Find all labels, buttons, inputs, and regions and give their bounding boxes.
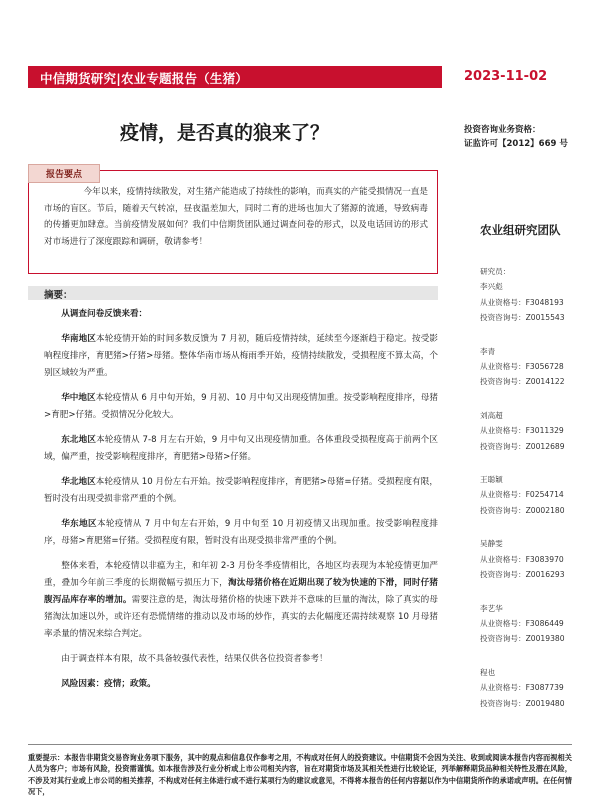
abstract-label: 摘要： (44, 290, 73, 301)
license-info (464, 123, 568, 151)
researcher-cert: 从业资格号：F3087739 (480, 683, 564, 693)
risk-factors: 风险因素：疫情；政策。 (61, 679, 156, 689)
researcher-name: 王聪颖 (480, 475, 503, 485)
researcher-cert: 从业资格号：F0254714 (480, 490, 564, 500)
survey-heading: 从调查问卷反馈来看： (61, 309, 148, 319)
researcher-entry (480, 536, 592, 582)
region-south: 华南地区本轮疫情开始的时间多数反馈为 7 月初，随后疫情持续，延续至今逐渐趋于稳定。按受影响程度排序，育肥猪>仔猪>母猪。整体华南市场从梅雨季开始，疫情持续散发，受损程度不算太高，个别区域较为严重。 (44, 334, 438, 378)
researcher-entry (480, 665, 592, 711)
researcher-name: 吴静雯 (480, 539, 503, 549)
summary-tag: 报告要点 (28, 164, 100, 183)
researcher-name: 刘高超 (480, 410, 503, 420)
researcher-name: 李兴彪 (480, 282, 503, 292)
abstract-body (44, 306, 438, 701)
researcher-entry (480, 344, 592, 390)
footer-divider (28, 744, 572, 745)
report-title: 疫情，是否真的狼来了？ (120, 122, 330, 144)
researcher-cert: 从业资格号：F3086449 (480, 618, 564, 628)
abstract-band (28, 286, 438, 300)
researcher-consult: 投资咨询号：Z0019480 (480, 698, 565, 708)
region-north: 华北地区本轮疫情从 10 月份左右开始。按受影响程度排序，育肥猪>母猪=仔猪。受损程度有限，暂时没有出现受损非常严重的个例。 (44, 477, 438, 504)
overall-analysis: 整体来看，本轮疫情以非瘟为主，和年初 2-3 月份冬季疫情相比，各地区均表现为本轮疫情更加严重，叠加今年前三季度的长期微幅亏损压力下，淘汰母猪价格在近期出现了较为快速的下滑，同时仔猪腹泻品库存率的增加。需要注意的是，淘汰母猪价格的快速下跌并不意味的巨量的淘汰，除了真实的母猪淘汰加速以外，或许还有恐慌情绪的推动以及市场的炒作，真实的去化幅度还需持续观察 10 月母猪率杀量的情况来综合判定。 (44, 561, 438, 639)
researcher-entry (480, 601, 592, 647)
team-title: 农业组研究团队 (480, 223, 561, 237)
report-date: 2023-11-02 (464, 69, 548, 84)
researchers-label: 研究员： (480, 267, 511, 276)
researcher-cert: 从业资格号：F3056728 (480, 362, 564, 372)
researcher-consult: 投资咨询号：Z0002180 (480, 505, 565, 515)
researcher-entry (480, 279, 592, 325)
researcher-consult: 投资咨询号：Z0016293 (480, 570, 565, 580)
region-central: 华中地区本轮疫情从 6 月中旬开始，9 月初、10 月中旬又出现疫情加重。按受影响程度排序，母猪>育肥>仔猪。受损情况分化较大。 (44, 393, 438, 420)
researcher-consult: 投资咨询号：Z0012689 (480, 441, 565, 451)
disclaimer: 重要提示：本报告非期货交易咨询业务项下服务，其中的观点和信息仅作参考之用，不构成对任何人的投资建议。中信期货不会因为关注、收到或阅读本报告内容而视相关人员为客户；市场有风险，投资需谨慎。如本报告涉及行业分析或上市公司相关内容，旨在对期货市场及其相关性进行比较论证，列举解释期货品种相关特性及潜在风险，不涉及对其行业或上市公司的相关推荐，不构成对任何主体进行或不进行某项行为的建议或意见，不得将本报告的任何内容据以作为中信期货所作的承诺或声明。在任何情况下， (28, 753, 572, 797)
closing-note: 由于调查样本有限，故不具备较强代表性，结果仅供各位投资者参考！ (61, 654, 328, 664)
researcher-consult: 投资咨询号：Z0014122 (480, 377, 565, 387)
report-series-title: 中信期货研究|农业专题报告（生猪） (40, 71, 248, 86)
researcher-name: 李艺华 (480, 603, 503, 613)
researcher-cert: 从业资格号：F3048193 (480, 297, 564, 307)
researcher-name: 李青 (480, 346, 496, 356)
region-northeast: 东北地区本轮疫情从 7-8 月左右开始，9 月中旬又出现疫情加重。各体重段受损程度高于前两个区域，偏严重，按受影响程度排序，育肥猪>母猪>仔猪。 (44, 435, 438, 462)
summary-text: 今年以来，疫情持续散发，对生猪产能造成了持续性的影响，而真实的产能受损情况一直是市场的盲区。节后，随着天气转凉，昼夜温差加大，同时二育的进场也加大了猪源的流通，导致病毒的传播更加肆意。当前疫情发展如何？我们中信期货团队通过调查问卷的形式，以及电话回访的形式对市场进行了深度跟踪和调研，敬请参考！ (44, 187, 428, 247)
researcher-cert: 从业资格号：F3083970 (480, 554, 564, 564)
region-east: 华东地区本轮疫情从 7 月中旬左右开始，9 月中旬至 10 月初疫情又出现加重。按受影响程度排序，母猪>育肥猪=仔猪。受损程度有限，暂时没有出现受损非常严重的个例。 (44, 519, 438, 546)
researcher-cert: 从业资格号：F3011329 (480, 426, 564, 436)
license-line-2: 证监许可【2012】669 号 (464, 139, 568, 149)
researcher-consult: 投资咨询号：Z0015543 (480, 313, 565, 323)
researcher-entry (480, 472, 592, 518)
researcher-list (480, 264, 592, 729)
researcher-consult: 投资咨询号：Z0019380 (480, 634, 565, 644)
researcher-entry (480, 408, 592, 454)
license-line-1: 投资咨询业务资格： (464, 125, 541, 135)
researcher-name: 程也 (480, 667, 496, 677)
